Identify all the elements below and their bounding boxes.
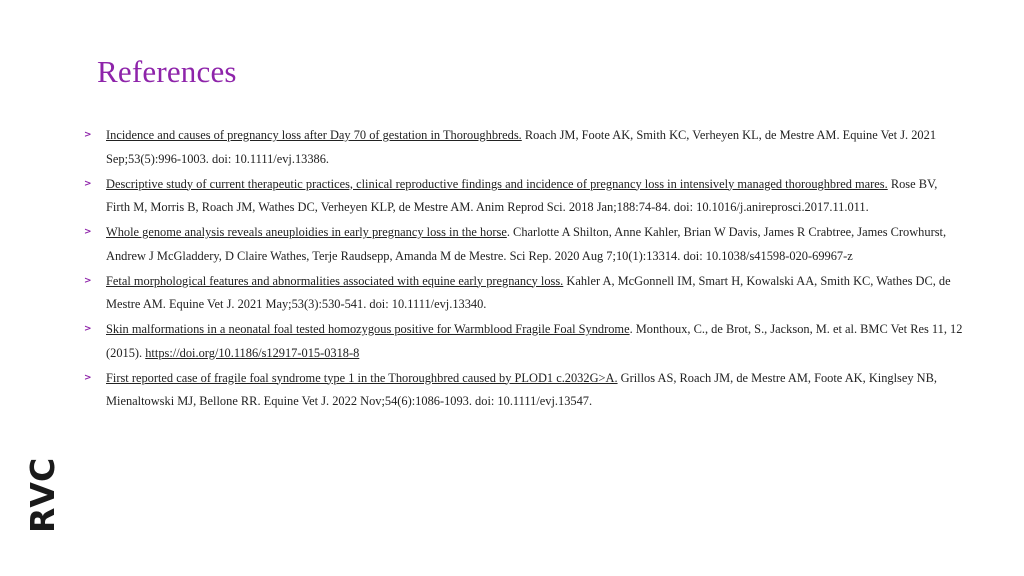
reference-link[interactable]: Whole genome analysis reveals aneuploidies in early pregnancy loss in the horse [106, 225, 507, 239]
reference-item [84, 221, 964, 268]
bullet-icon: > [84, 275, 92, 286]
page-title: References [97, 54, 237, 89]
logo-text: RVC [23, 457, 62, 533]
reference-link[interactable]: First reported case of fragile foal syndrome type 1 in the Thoroughbred caused by PLOD1 c.2032G>A. [106, 370, 618, 385]
reference-item [84, 124, 964, 171]
references-list [84, 124, 964, 415]
reference-details: Grillos AS, Roach JM, de Mestre AM, Foote AK, Kinglsey NB, Mienaltowski MJ, Bellone RR. Equine Vet J. 2022 Nov;54(6):1086-1093. doi: 10.1111/evj.13547. [106, 370, 937, 408]
reference-details: . Charlotte A Shilton, Anne Kahler, Brian W Davis, James R Crabtree, James Crowhurst, Andrew J McGladdery, D Claire Wathes, Terje Raudsepp, Amanda M de Mestre. Sci Rep. 2020 Aug 7;10(1):13314. doi: 10.1038/s41598-020-69967-z [106, 225, 947, 263]
bullet-icon: > [84, 324, 92, 334]
reference-details: . Monthoux, C., de Brot, S., Jackson, M. et al. BMC Vet Res 11, 12 (2015). [106, 322, 963, 360]
reference-item [84, 270, 964, 317]
reference-link[interactable]: Skin malformations in a neonatal foal tested homozygous positive for Warmblood Fragile Foal Syndrome [106, 322, 630, 336]
bullet-icon: > [84, 372, 92, 383]
doi-link[interactable]: https://doi.org/10.1186/s12917-015-0318-8 [145, 345, 360, 360]
reference-details: Rose BV, Firth M, Morris B, Roach JM, Wathes DC, Verheyen KLP, de Mestre AM. Anim Reprod Sci. 2018 Jan;188:74-84. doi: 10.1016/j.anireprosci.2017.11.011. [106, 176, 938, 214]
reference-item [84, 173, 964, 220]
bullet-icon: > [84, 130, 92, 140]
bullet-icon: > [84, 178, 92, 189]
reference-link[interactable]: Descriptive study of current therapeutic practices, clinical reproductive findings and incidence of pregnancy loss in intensively managed thoroughbred mares. [106, 176, 888, 191]
rvc-logo [23, 457, 62, 535]
bullet-icon: > [84, 227, 92, 237]
reference-item [84, 367, 964, 414]
reference-details: Kahler A, McGonnell IM, Smart H, Kowalski AA, Smith KC, Wathes DC, de Mestre AM. Equine Vet J. 2021 May;53(3):530-541. doi: 10.1111/evj.13340. [106, 273, 951, 311]
reference-link[interactable]: Incidence and causes of pregnancy loss after Day 70 of gestation in Thoroughbreds. [106, 128, 522, 142]
reference-link[interactable]: Fetal morphological features and abnormalities associated with equine early pregnancy loss. [106, 273, 564, 288]
reference-details: Roach JM, Foote AK, Smith KC, Verheyen KL, de Mestre AM. Equine Vet J. 2021 Sep;53(5):996-1003. doi: 10.1111/evj.13386. [106, 128, 937, 166]
reference-item [84, 318, 964, 365]
